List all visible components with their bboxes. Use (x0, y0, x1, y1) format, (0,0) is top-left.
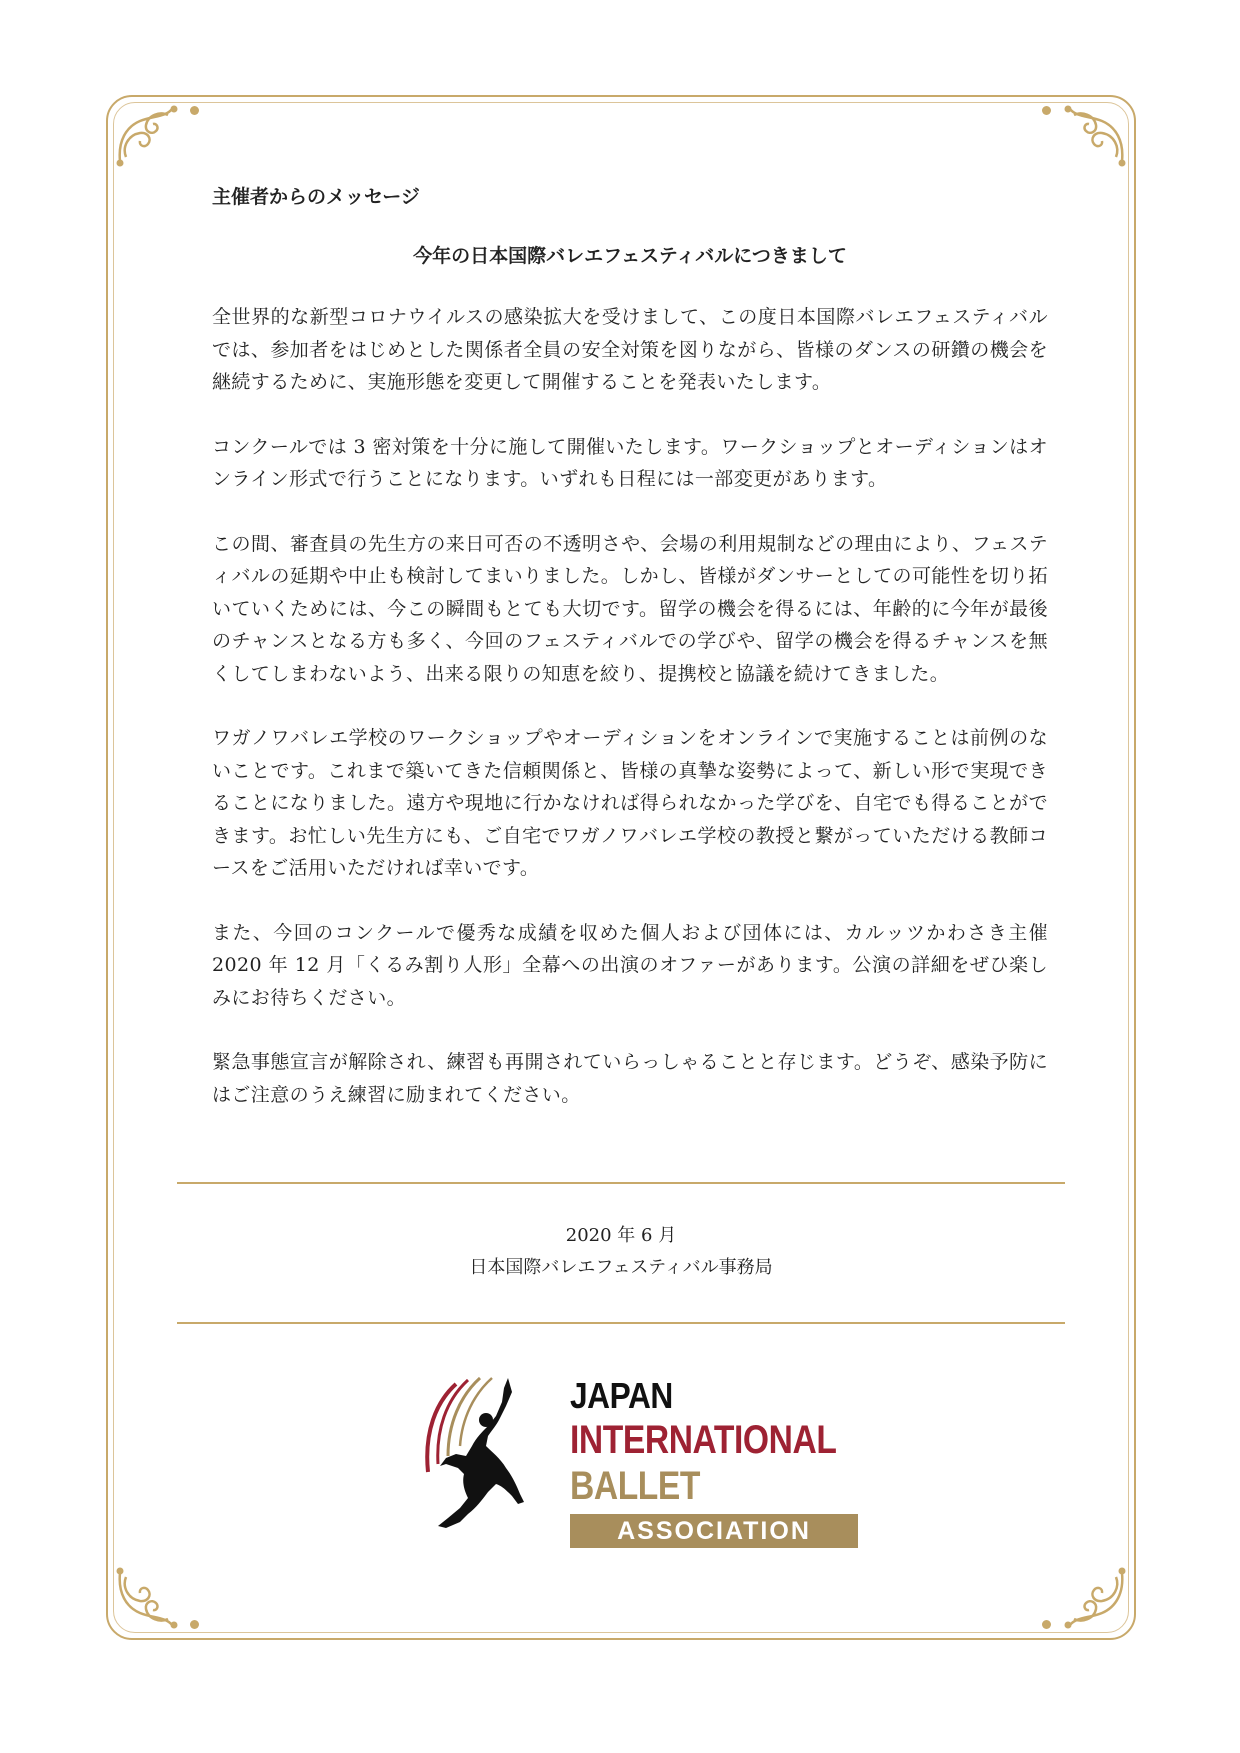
paragraph: この間、審査員の先生方の来日可否の不透明さや、会場の利用規制などの理由により、フェスティバルの延期や中止も検討してまいりました。しかし、皆様がダンサーとしての可能性を切り拓いていくためには、今この瞬間もとても大切です。留学の機会を得るには、年齢的に今年が最後のチャンスとなる方も多く、今回のフェスティバルでの学びや、留学の機会を得るチャンスを無くしてしまわないよう、出来る限りの知恵を絞り、提携校と協議を続けてきました。 (212, 532, 1048, 685)
logo-line-association: ASSOCIATION (570, 1514, 858, 1548)
signature-organization: 日本国際バレエフェスティバル事務局 (469, 1257, 773, 1278)
logo-line-international: INTERNATIONAL (570, 1418, 837, 1462)
message-heading: 主催者からのメッセージ (212, 186, 420, 208)
ornament-dot (190, 106, 199, 115)
message-subtitle: 今年の日本国際バレエフェスティバルにつきまして (413, 245, 847, 267)
letter-body (212, 182, 1048, 1143)
ornament-dot (1042, 106, 1051, 115)
ornament-dot (190, 1620, 199, 1629)
paragraph: また、今回のコンクールで優秀な成績を収めた個人および団体には、カルッツかわさき主催 2020 年 12 月「くるみ割り人形」全幕への出演のオファーがあります。公演の詳細をぜひ楽しみにお待ちください。 (212, 921, 1048, 1009)
signature-date: 2020 年 6 月 (565, 1225, 677, 1246)
paragraph: 緊急事態宣言が解除され、練習も再開されていらっしゃることと存じます。どうぞ、感染予防にはご注意のうえ練習に励まれてください。 (212, 1051, 1048, 1106)
ornament-dot (1042, 1620, 1051, 1629)
logo-line-ballet: BALLET (570, 1464, 701, 1508)
paragraph: 全世界的な新型コロナウイルスの感染拡大を受けまして、この度日本国際バレエフェスティバルでは、参加者をはじめとした関係者全員の安全対策を図りながら、皆様のダンスの研鑽の機会を継続するために、実施形態を変更して開催することを発表いたします。 (212, 306, 1048, 393)
corner-ornament-bottom-right (1060, 1563, 1130, 1633)
corner-ornament-top-left (112, 101, 182, 171)
divider-top (177, 1182, 1065, 1184)
ballerina-icon (416, 1372, 546, 1550)
corner-ornament-top-right (1060, 101, 1130, 171)
signature-block (177, 1220, 1065, 1284)
association-logo (416, 1372, 886, 1550)
divider-bottom (177, 1322, 1065, 1324)
corner-ornament-bottom-left (112, 1563, 182, 1633)
logo-line-japan: JAPAN (570, 1375, 673, 1416)
paragraph: コンクールでは 3 密対策を十分に施して開催いたします。ワークショップとオーディションはオンライン形式で行うことになります。いずれも日程には一部変更があります。 (212, 435, 1048, 490)
paragraph: ワガノワバレエ学校のワークショップやオーディションをオンラインで実施することは前例のないことです。これまで築いてきた信頼関係と、皆様の真摯な姿勢によって、新しい形で実現できることになりました。遠方や現地に行かなければ得られなかった学びを、自宅でも得ることができます。お忙しい先生方にも、ご自宅でワガノワバレエ学校の教授と繋がっていただける教師コースをご活用いただければ幸いです。 (212, 727, 1048, 879)
